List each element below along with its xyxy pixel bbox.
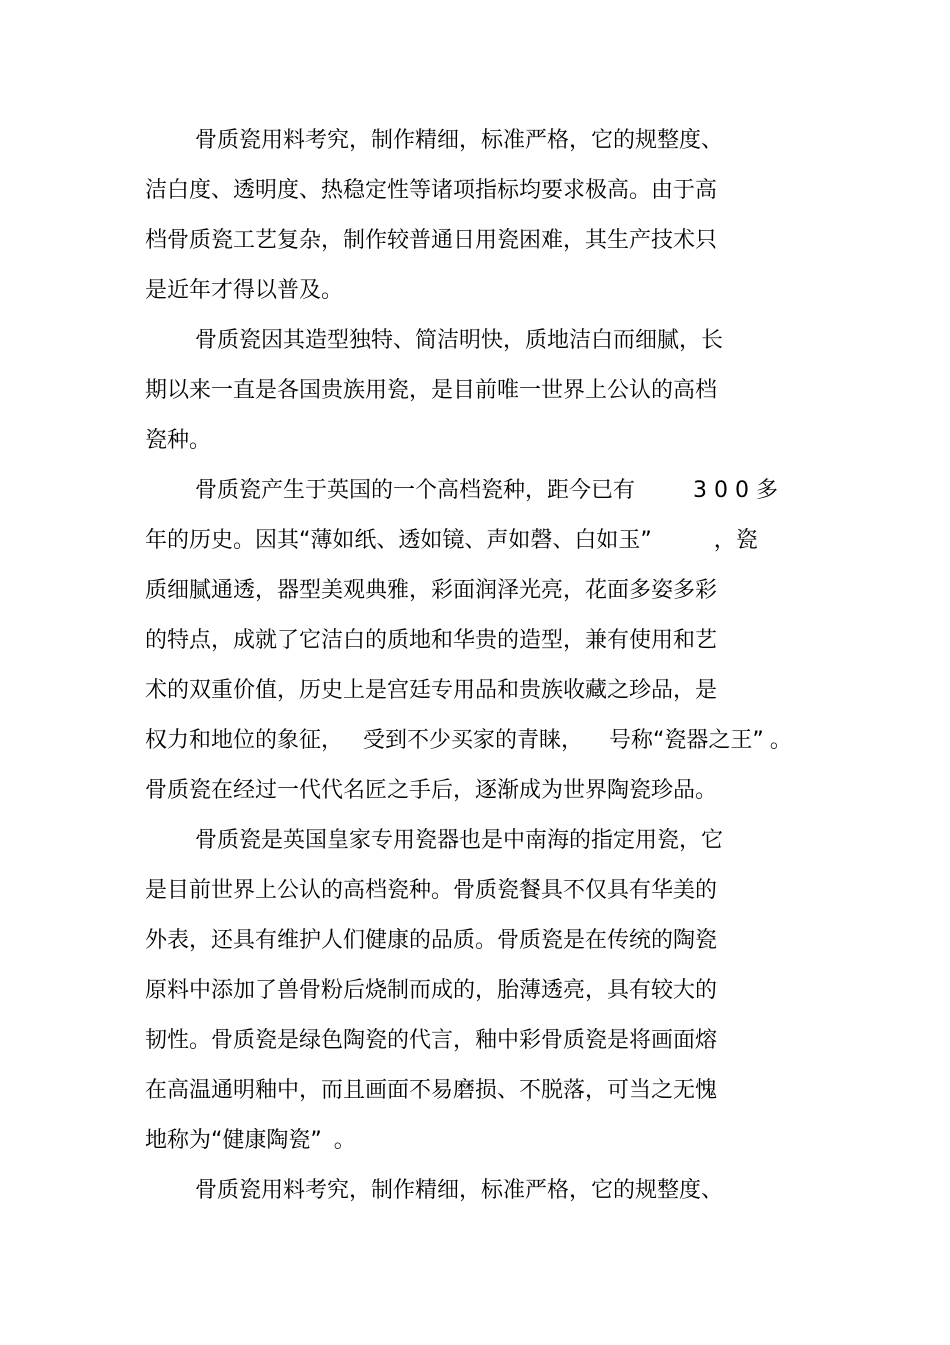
paragraph-4-line-5: 韧性。骨质瓷是绿色陶瓷的代言，釉中彩骨质瓷是将画面熔: [145, 1028, 718, 1053]
paragraph-4-line-7-tail: 。: [333, 1128, 356, 1153]
paragraph-4-line-2: 是目前世界上公认的高档瓷种。骨质瓷餐具不仅具有华美的: [145, 878, 718, 903]
paragraph-1-line-1: 骨质瓷用料考究，制作精细，标准严格，它的规整度、: [195, 128, 724, 153]
paragraph-4-line-4: 原料中添加了兽骨粉后烧制而成的，胎薄透亮，具有较大的: [145, 978, 718, 1003]
paragraph-2-line-3: 瓷种。: [145, 428, 212, 453]
paragraph-3-line-2-tail: ，瓷: [713, 528, 758, 553]
paragraph-3-line-1-text: 骨质瓷产生于英国的一个高档瓷种，距今已有: [195, 478, 636, 503]
paragraph-3-line-1-number: 3 0 0 多: [693, 478, 778, 503]
paragraph-3-line-2-text: 年的历史。因其“薄如纸、透如镜、声如磬、白如玉”: [145, 528, 652, 553]
paragraph-1-line-4: 是近年才得以普及。: [145, 278, 344, 303]
paragraph-4-line-1: 骨质瓷是英国皇家专用瓷器也是中南海的指定用瓷，它: [195, 828, 724, 853]
paragraph-5-line-1: 骨质瓷用料考究，制作精细，标准严格，它的规整度、: [195, 1178, 724, 1203]
paragraph-3-line-1: [195, 478, 815, 504]
paragraph-4-line-7-text: 地称为“健康陶瓷”: [145, 1128, 322, 1153]
paragraph-3-line-5: 术的双重价值，历史上是宫廷专用品和贵族收藏之珍品，是: [145, 678, 718, 703]
paragraph-4-line-7: [145, 1128, 815, 1154]
paragraph-3-line-3: 质细腻通透，器型美观典雅，彩面润泽光亮，花面多姿多彩: [145, 578, 718, 603]
paragraph-3-line-4: 的特点，成就了它洁白的质地和华贵的造型，兼有使用和艺: [145, 628, 718, 653]
paragraph-4-line-6: 在高温通明釉中，而且画面不易磨损、不脱落，可当之无愧: [145, 1078, 718, 1103]
paragraph-1-line-2: 洁白度、透明度、热稳定性等诸项指标均要求极高。由于高: [145, 178, 718, 203]
paragraph-4-line-3: 外表，还具有维护人们健康的品质。骨质瓷是在传统的陶瓷: [145, 928, 718, 953]
paragraph-3-line-6: [145, 728, 815, 754]
paragraph-3-line-6-text: 权力和地位的象征，: [145, 728, 344, 753]
paragraph-1-line-3: 档骨质瓷工艺复杂，制作较普通日用瓷困难，其生产技术只: [145, 228, 718, 253]
paragraph-3-line-6-end: 。: [769, 728, 792, 753]
paragraph-3-line-6-tail: 号称“瓷器之王”: [609, 728, 764, 753]
paragraph-2-line-1: 骨质瓷因其造型独特、简洁明快，质地洁白而细腻，长: [195, 328, 724, 353]
paragraph-3-line-2: [145, 528, 815, 554]
paragraph-3-line-7: 骨质瓷在经过一代代名匠之手后，逐渐成为世界陶瓷珍品。: [145, 778, 718, 803]
paragraph-3-line-6-mid: 受到不少买家的青睐，: [363, 728, 584, 753]
paragraph-2-line-2: 期以来一直是各国贵族用瓷，是目前唯一世界上公认的高档: [145, 378, 718, 403]
